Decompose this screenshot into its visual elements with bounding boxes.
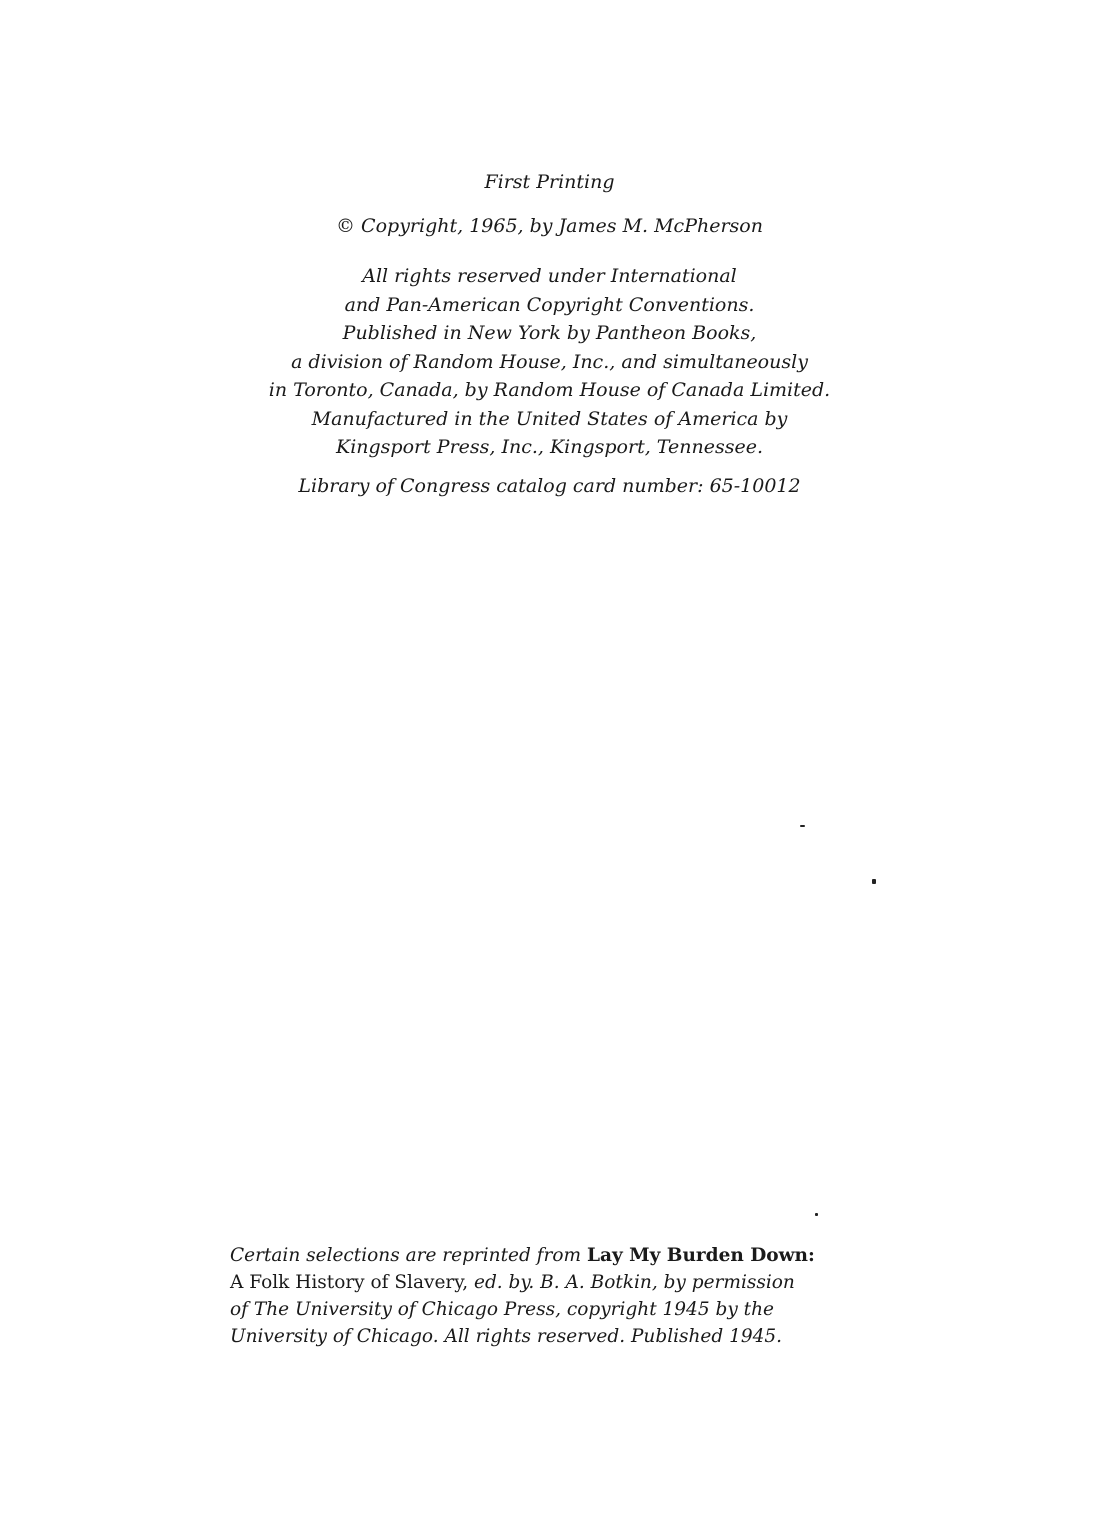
credits-text: Certain selections are reprinted from (230, 1245, 587, 1266)
first-printing-text: First Printing (484, 171, 615, 193)
first-printing-line (0, 171, 1099, 193)
reprint-credits (230, 1242, 890, 1350)
print-speck (872, 879, 876, 884)
credits-book-title: Lay My Burden Down: (586, 1245, 815, 1266)
credits-line-1 (230, 1242, 890, 1269)
rights-line: and Pan-American Copyright Conventions. (344, 293, 755, 316)
credits-book-subtitle: A Folk History of Slavery, (230, 1272, 469, 1293)
rights-line: Kingsport Press, Inc., Kingsport, Tennessee. (336, 436, 763, 458)
lccn-text: Library of Congress catalog card number: 65-10012 (298, 475, 801, 497)
rights-line: in Toronto, Canada, by Random House of Canada Limited. (268, 379, 831, 401)
lccn-line (0, 475, 1099, 497)
copyright-text: © Copyright, 1965, by James M. McPherson (336, 215, 763, 237)
credits-line-2 (230, 1269, 890, 1296)
credits-text: ed. by. B. A. Botkin, by permission (468, 1272, 795, 1293)
rights-line: All rights reserved under International (362, 265, 737, 287)
rights-line: Manufactured in the United States of America by (311, 407, 788, 430)
rights-block (0, 262, 1099, 462)
print-speck (815, 1213, 818, 1216)
credits-line-4: University of Chicago. All rights reserved. Published 1945. (230, 1326, 783, 1347)
copyright-line (0, 215, 1099, 237)
rights-line: a division of Random House, Inc., and simultaneously (291, 350, 808, 373)
print-speck (800, 825, 805, 827)
credits-line-3: of The University of Chicago Press, copyright 1945 by the (230, 1299, 774, 1320)
rights-line: Published in New York by Pantheon Books, (342, 322, 757, 344)
